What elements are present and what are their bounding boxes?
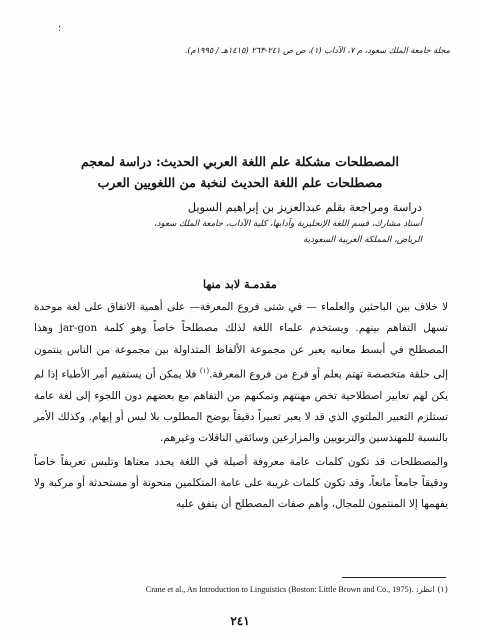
paragraph-1	[34, 297, 448, 450]
paragraph-1-continued: فلا يمكن أن يستقيم أمر الأطباء إذا لم يكن لهم تعابير اصطلاحية تخص مهنتهم وتمكنهم من التفاهم مع بعضهم دون اللجوء إلى لغة عامة تستلزم التعبير الملتوي الذي قد لا يعبر تعبيراً دقيقاً يوضح المطلوب بلا لبس أو إيهام. وكذلك الأمر بالنسبة للمهندسين والتربويين والمزارعين وسائقي الناقلات وغيرهم.	[34, 368, 448, 445]
footnote-marker: (١) انظر:	[416, 584, 448, 594]
title-line-1: المصطلحات مشكلة علم اللغة العربي الحديث: دراسة لمعجم	[81, 154, 399, 169]
paragraph-1-text: لا خلاف بين الباحثين والعلماء — في شتى فروع المعرفة— على أهمية الاتفاق على لغة موحدة تسهل التفاهم بينهم. ويستخدم علماء اللغة لذلك مصطلحاً خاصاً وهو كلمة jar-gon وهذا المصطلح في أبسط معانيه يعبر عن مجموعة الألفاظ المتداولة بين مجموعة من الناس ينتمون إلى حلقة متخصصة تهتم بعلم أو فرع من فروع المعرفة.	[34, 301, 448, 381]
title-line-2: مصطلحات علم اللغة الحديث لنخبة من اللغويين العرب	[97, 175, 383, 190]
section-heading: مقدمـة لابد منها	[203, 277, 277, 291]
body-text	[34, 297, 448, 515]
article-title	[70, 151, 410, 193]
footnote	[60, 584, 448, 594]
page-number: ٢٤١	[230, 614, 250, 628]
footnote-divider	[342, 577, 446, 578]
corner-mark: ؛	[58, 24, 61, 34]
footnote-citation: Crane et al., An Introduction to Linguistics (Boston: Little Brown and Co., 1975).	[145, 585, 414, 594]
author-block	[40, 199, 422, 248]
paragraph-2: والمصطلحات قد تكون كلمات عامة معروفة أصيلة في اللغة يحدد معناها وتلبس تعريفاً خاصاً ودقيقاً جامعاً مانعاً، وقد تكون كلمات غريبة على عامة المتكلمين منحوتة أو مستحدثة أو مركبة ولا يفهمها إلا المنتمون للمجال، وأهم صفات المصطلح أن يتفق عليه	[34, 455, 448, 511]
author-byline: دراسة ومراجعة بقلم عبدالعزيز بن إبراهيم السويل	[187, 200, 422, 214]
footnote-reference[interactable]: (١)	[199, 366, 210, 375]
author-affiliation-2: الرياض، المملكة العربية السعودية	[303, 235, 422, 245]
running-header: مجلة جامعة الملك سعود، م ٧، الآداب (١)، ص ص ٢٤١-٢٦٣ (١٤١٥هـ / ١٩٩٥م).	[184, 45, 450, 55]
author-affiliation-1: أستاذ مشارك، قسم اللغة الإنجليزية وآدابها، كلية الآداب، جامعة الملك سعود،	[153, 219, 422, 229]
